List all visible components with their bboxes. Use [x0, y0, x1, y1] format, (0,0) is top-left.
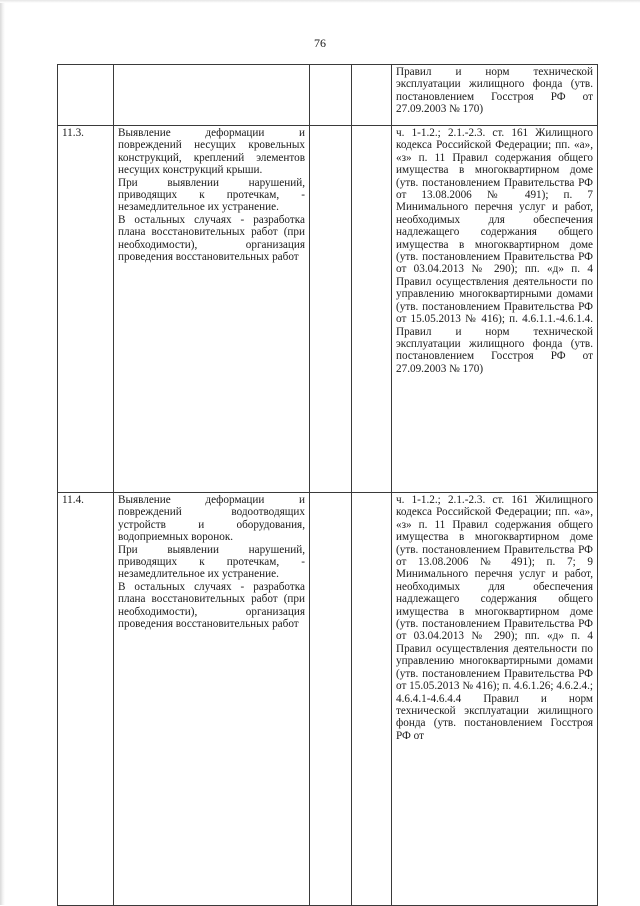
scan-edge-left: [0, 0, 5, 905]
work-paragraph: В остальных случаях - разработка плана восстановительных работ (при необходимости), организация проведения восстановительных работ: [118, 580, 305, 631]
work-description-cell: [114, 126, 310, 493]
empty-cell: [352, 65, 392, 126]
table-row: [58, 126, 598, 493]
work-paragraph: При выявлении нарушений, приводящих к протечкам, - незамедлительное их устранение.: [118, 543, 305, 581]
empty-cell: [310, 493, 352, 906]
empty-cell: [352, 493, 392, 906]
work-paragraph: Выявление деформации и повреждений несущих кровельных конструкций, креплений элементов несущих конструкций крыши.: [118, 127, 305, 177]
item-number-cell: 11.4.: [58, 493, 114, 906]
item-number-cell: [58, 65, 114, 126]
regulation-table: [57, 64, 598, 906]
empty-cell: [352, 126, 392, 493]
item-number-cell: 11.3.: [58, 126, 114, 493]
empty-cell: [310, 65, 352, 126]
table-row: [58, 493, 598, 906]
legal-basis-cell: ч. 1-1.2.; 2.1.-2.3. ст. 161 Жилищного кодекса Российской Федерации; пп. «а», «з» п. 11 Правил содержания общего имущества в многоквартирном доме (утв. постановлением Правительства РФ от 13.08.2006 № 491); п. 7; 9 Минимального перечня услуг и работ, необходимых для обеспечения надлежащего содержания общего имущества в многоквартирном доме (утв. постановлением Правительства РФ от 03.04.2013 № 290); пп. «д» п. 4 Правил осуществления деятельности по управлению многоквартирными домами (утв. постановлением Правительства РФ от 15.05.2013 № 416); п. 4.6.1.26; 4.6.2.4.; 4.6.4.1-4.6.4.4 Правил и норм технической эксплуатации жилищного фонда (утв. постановлением Госстроя РФ от: [392, 493, 598, 906]
legal-basis-cell: ч. 1-1.2.; 2.1.-2.3. ст. 161 Жилищного кодекса Российской Федерации; пп. «а», «з» п. 11 Правил содержания общего имущества в многоквартирном доме (утв. постановлением Правительства РФ от 13.08.2006 № 491); п. 7 Минимального перечня услуг и работ, необходимых для обеспечения надлежащего содержания общего имущества в многоквартирном доме (утв. постановлением Правительства РФ от 03.04.2013 № 290); пп. «д» п. 4 Правил осуществления деятельности по управлению многоквартирными домами (утв. постановлением Правительства РФ от 15.05.2013 № 416); п. 4.6.1.1.-4.6.1.4. Правил и норм технической эксплуатации жилищного фонда (утв. постановлением Госстроя РФ от 27.09.2003 № 170): [392, 126, 598, 493]
empty-cell: [310, 126, 352, 493]
work-description-cell: [114, 65, 310, 126]
work-paragraph: При выявлении нарушений, приводящих к протечкам, - незамедлительное их устранение.: [118, 176, 305, 214]
work-paragraph: Выявление деформации и повреждений водоотводящих устройств и оборудования, водоприемных воронок.: [118, 494, 305, 544]
work-description-cell: [114, 493, 310, 906]
scan-edge-top: [0, 0, 640, 3]
page-number: 76: [314, 36, 326, 50]
table-row: [58, 65, 598, 126]
legal-basis-cell: Правил и норм технической эксплуатации жилищного фонда (утв. постановлением Госстроя РФ от 27.09.2003 № 170): [392, 65, 598, 126]
work-paragraph: В остальных случаях - разработка плана восстановительных работ (при необходимости), организация проведения восстановительных работ: [118, 213, 305, 264]
